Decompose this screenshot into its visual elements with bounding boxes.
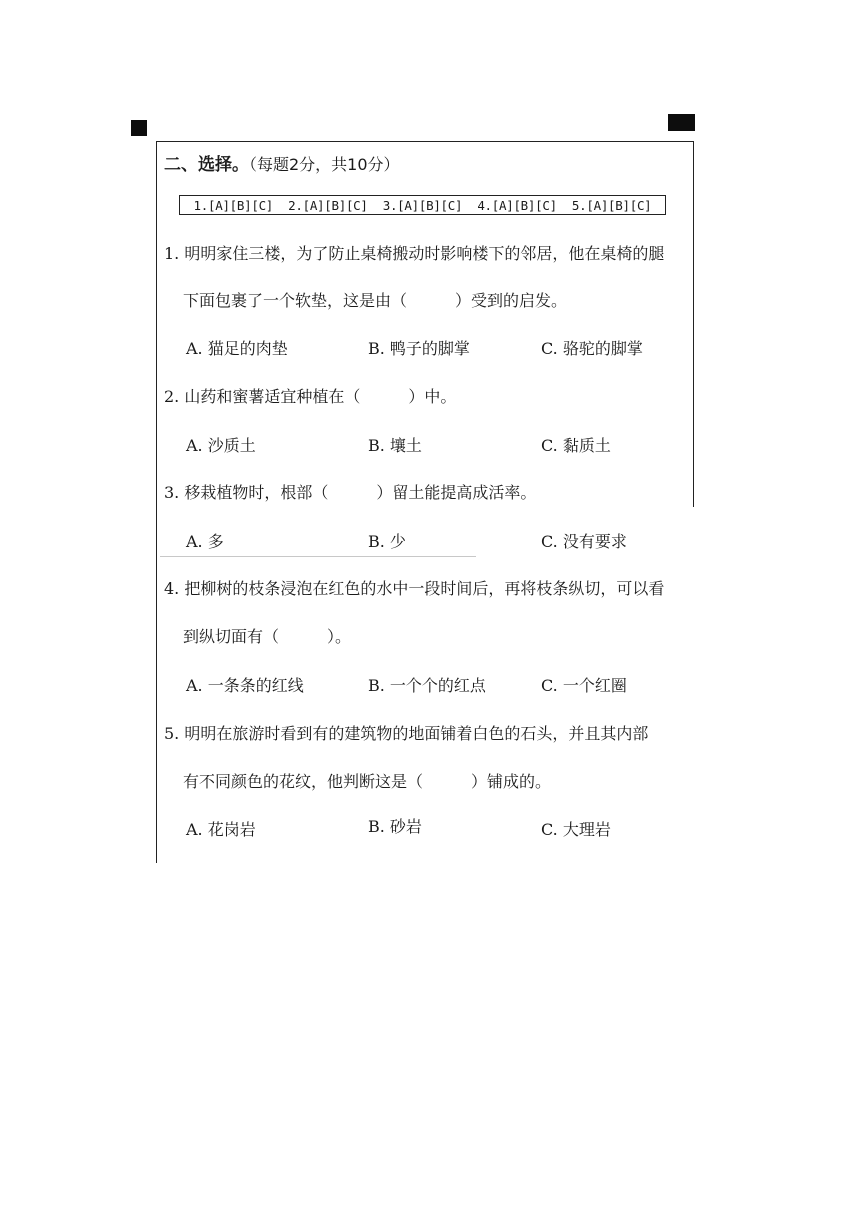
question-3-option-c[interactable]: C. 没有要求 [541,532,627,551]
answer-choice-3[interactable]: 3.[A][B][C] [382,197,463,213]
question-2-line-1: 2. 山药和蜜薯适宜种植在（ ）中。 [164,387,457,406]
question-2-option-a[interactable]: A. 沙质土 [186,436,256,455]
answer-choice-4[interactable]: 4.[A][B][C] [477,197,557,213]
section-title-main: 二、选择。 [164,155,249,175]
question-4-line-2: 到纵切面有（ ）。 [183,627,352,646]
question-1-line-2: 下面包裹了一个软垫，这是由（ ）受到的启发。 [183,291,568,310]
question-5-option-a[interactable]: A. 花岗岩 [186,820,256,839]
question-2-option-b[interactable]: B. 壤土 [368,436,422,455]
answer-choice-1[interactable]: 1.[A][B][C] [193,197,274,213]
answer-sheet-box [179,195,666,215]
sheet-border-left [156,141,157,863]
question-1-option-c[interactable]: C. 骆驼的脚掌 [541,339,643,358]
sheet-border-right [693,141,694,507]
question-3-option-a[interactable]: A. 多 [186,532,224,551]
section-title [164,150,400,175]
answer-choice-5[interactable]: 5.[A][B][C] [571,197,652,213]
fold-line [160,556,476,557]
question-3-option-b[interactable]: B. 少 [368,532,406,551]
question-1-option-a[interactable]: A. 猫足的肉垫 [186,339,288,358]
question-5-option-c[interactable]: C. 大理岩 [541,820,611,839]
question-1-line-1: 1. 明明家住三楼，为了防止桌椅搬动时影响楼下的邻居，他在桌椅的腿 [164,244,665,263]
sheet-border-top [156,141,694,142]
question-1-option-b[interactable]: B. 鸭子的脚掌 [368,339,470,358]
registration-mark-right [668,114,695,131]
question-4-option-b[interactable]: B. 一个个的红点 [368,676,486,695]
question-5-option-b[interactable]: B. 砂岩 [368,817,422,836]
question-3-line-1: 3. 移栽植物时，根部（ ）留土能提高成活率。 [164,483,537,502]
question-4-option-c[interactable]: C. 一个红圈 [541,676,627,695]
answer-choice-2[interactable]: 2.[A][B][C] [288,197,368,213]
question-4-line-1: 4. 把柳树的枝条浸泡在红色的水中一段时间后，再将枝条纵切，可以看 [164,579,665,598]
question-2-option-c[interactable]: C. 黏质土 [541,436,611,455]
registration-mark-left [131,120,147,136]
question-4-option-a[interactable]: A. 一条条的红线 [186,676,304,695]
question-5-line-1: 5. 明明在旅游时看到有的建筑物的地面铺着白色的石头，并且其内部 [164,724,649,743]
section-score-note: （每题2分，共10分） [249,155,400,174]
question-5-line-2: 有不同颜色的花纹，他判断这是（ ）铺成的。 [183,772,552,791]
